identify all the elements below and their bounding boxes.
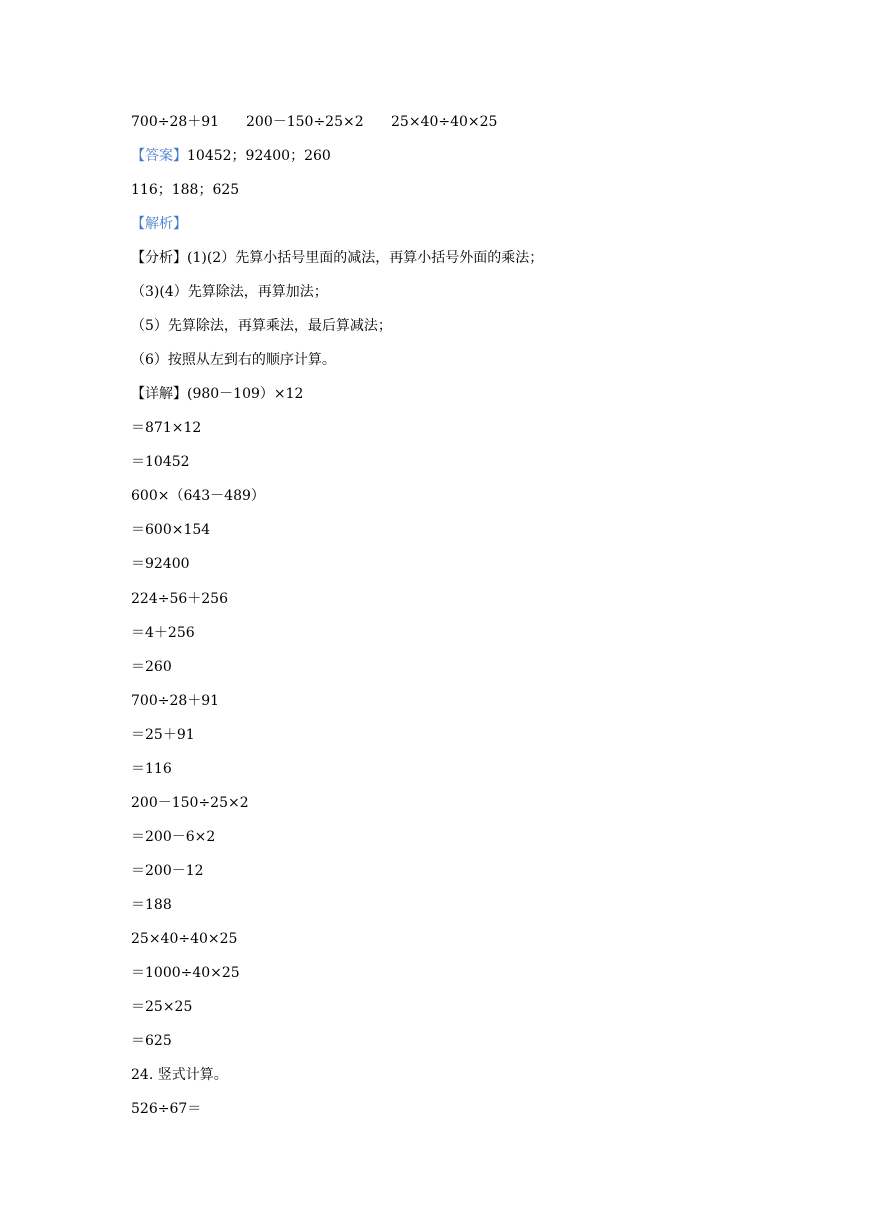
detail-step: ＝600×154 — [131, 522, 211, 538]
problems-row — [131, 113, 497, 131]
detail-step: ＝200－12 — [131, 863, 204, 879]
question-24-title: 24. 竖式计算。 — [131, 1067, 228, 1083]
detail-step: ＝1000÷40×25 — [131, 965, 240, 981]
analysis-section-tag: 【解析】 — [131, 216, 187, 232]
detail-step: ＝10452 — [131, 454, 190, 470]
detail-step: ＝25×25 — [131, 999, 193, 1015]
detail-step: 200－150÷25×2 — [131, 795, 249, 811]
detail-step: 25×40÷40×25 — [131, 931, 238, 947]
detail-step: 700÷28＋91 — [131, 693, 220, 709]
answer-values-2: 116；188；625 — [131, 182, 240, 198]
analysis-tag: 【分析】 — [131, 250, 187, 266]
detail-step: ＝625 — [131, 1033, 172, 1049]
problem-4: 700÷28＋91 — [131, 114, 220, 130]
detail-first-expression: (980－109）×12 — [187, 386, 304, 402]
answer-values-1: 10452；92400；260 — [187, 148, 331, 164]
detail-step: ＝25＋91 — [131, 727, 195, 743]
detail-step: ＝200－6×2 — [131, 829, 216, 845]
detail-line-1 — [131, 385, 303, 403]
problem-5: 200－150÷25×2 — [246, 114, 364, 130]
detail-tag: 【详解】 — [131, 386, 187, 402]
answer-line — [131, 147, 331, 165]
analysis-line-3: （5）先算除法，再算乘法，最后算减法； — [131, 318, 392, 334]
detail-step: ＝260 — [131, 659, 172, 675]
analysis-text-1: (1)(2）先算小括号里面的减法，再算小括号外面的乘法； — [187, 250, 544, 266]
detail-step: ＝116 — [131, 761, 172, 777]
detail-step: ＝92400 — [131, 556, 190, 572]
detail-step: 224÷56＋256 — [131, 591, 228, 607]
analysis-line-1 — [131, 249, 543, 267]
analysis-line-4: （6）按照从左到右的顺序计算。 — [131, 352, 336, 368]
detail-step: ＝4＋256 — [131, 625, 195, 641]
detail-step: 600×（643－489） — [131, 488, 265, 504]
detail-step: ＝871×12 — [131, 420, 202, 436]
question-24-item: 526÷67＝ — [131, 1101, 202, 1117]
analysis-line-2: （3)(4）先算除法，再算加法； — [131, 284, 328, 300]
detail-step: ＝188 — [131, 897, 172, 913]
problem-6: 25×40÷40×25 — [391, 114, 498, 130]
answer-tag: 【答案】 — [131, 148, 187, 164]
